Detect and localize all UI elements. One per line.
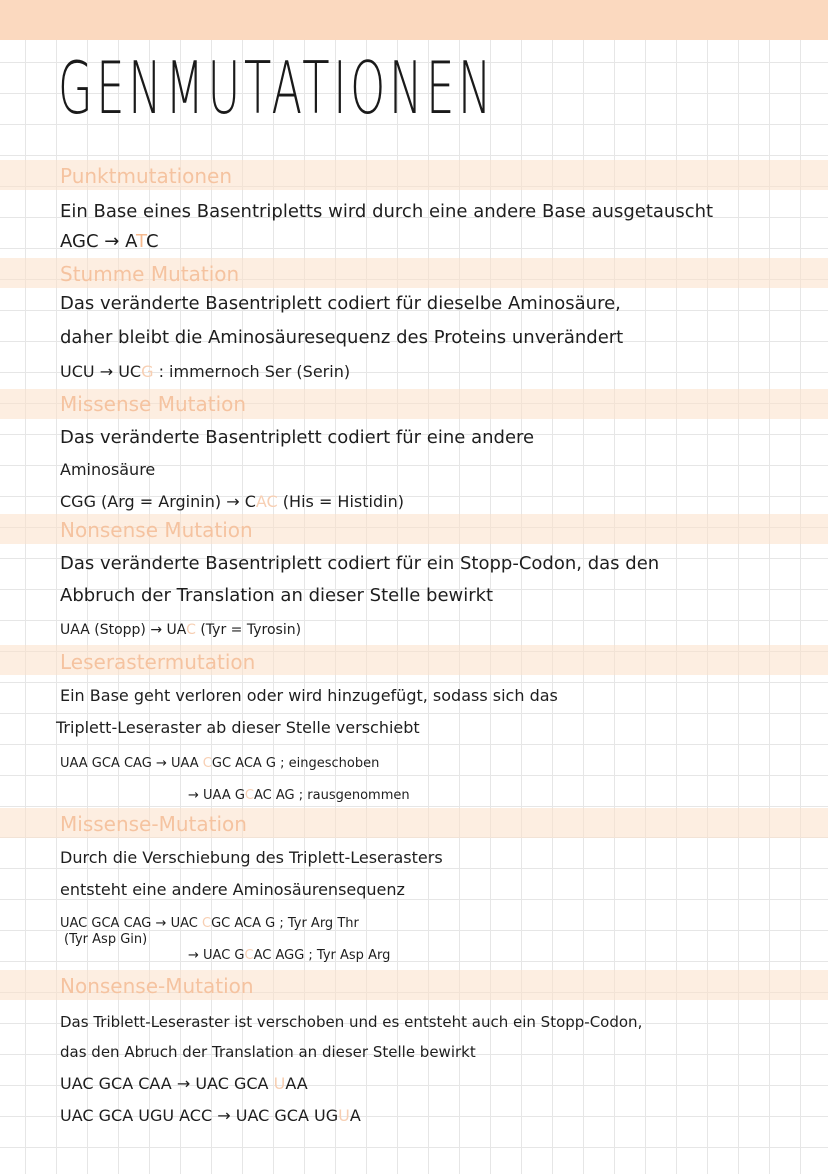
codon-part: UAC GCA UG <box>235 1106 339 1125</box>
leseraster-example1 <box>60 752 379 776</box>
arrow-icon: → <box>155 756 167 771</box>
arrow-icon: → <box>226 492 240 511</box>
codon-removed-base: C <box>244 948 254 963</box>
stumme-line1: Das veränderte Basentriplett codiert für dieselbe Aminosäure, <box>60 293 621 314</box>
codon-part: UA <box>166 622 187 638</box>
example-note: ; rausgenommen <box>298 788 410 803</box>
codon-part: UAA <box>170 756 199 771</box>
codon-part: UAC G <box>203 948 245 963</box>
codon-original: UAC GCA CAA <box>60 1074 172 1093</box>
heading-leserastermutation: Leserastermutation <box>60 650 256 674</box>
heading-punktmutationen: Punktmutationen <box>60 164 233 188</box>
codon-part: A <box>125 231 136 252</box>
codon-shifted-base: U <box>273 1074 286 1093</box>
example-note: (His = Histidin) <box>282 492 404 511</box>
arrow-icon: → <box>176 1074 191 1093</box>
missense-line1: Das veränderte Basentriplett codiert für eine andere <box>60 427 535 448</box>
codon-original: UAC GCA UGU ACC <box>60 1106 213 1125</box>
nonsense2-example2 <box>60 1104 361 1128</box>
top-band <box>0 0 828 40</box>
heading-missense-mutation: Missense Mutation <box>60 392 247 416</box>
codon-original: UAC GCA CAG <box>60 916 152 931</box>
codon-part: C <box>244 492 256 511</box>
codon-original: UCU <box>60 362 95 381</box>
codon-original: UAA GCA CAG <box>60 756 152 771</box>
codon-original: AGC <box>60 231 99 252</box>
codon-part: AC AGG <box>253 948 305 963</box>
missense-line2: Aminosäure <box>60 460 156 479</box>
example-note: ; eingeschoben <box>280 756 380 771</box>
amino-acid-sequence: ; Tyr Asp Arg <box>308 948 391 963</box>
codon-changed-base: C <box>186 622 196 638</box>
example-note: (Tyr = Tyrosin) <box>200 622 302 638</box>
codon-changed-base: T <box>136 231 146 252</box>
codon-part: AA <box>285 1074 308 1093</box>
missense-example <box>60 490 404 514</box>
nonsense-line2: Abbruch der Translation an dieser Stelle bewirkt <box>60 585 494 606</box>
page-title: GENMUTATIONEN <box>58 46 496 130</box>
missense2-original-sequence: (Tyr Asp Gin) <box>64 932 148 947</box>
arrow-icon: → <box>150 622 163 638</box>
missense2-line1: Durch die Verschiebung des Triplett-Leserasters <box>60 848 443 867</box>
stumme-line2: daher bleibt die Aminosäuresequenz des Proteins unverändert <box>60 327 624 348</box>
arrow-icon: → <box>99 362 114 381</box>
example-note: : immernoch Ser (Serin) <box>158 362 351 381</box>
arrow-icon: → <box>217 1106 231 1125</box>
leseraster-line1: Ein Base geht verloren oder wird hinzugefügt, sodass sich das <box>60 686 558 705</box>
nonsense2-line2: das den Abruch der Translation an dieser Stelle bewirkt <box>60 1043 476 1061</box>
codon-inserted-base: C <box>202 756 212 771</box>
codon-part: A <box>349 1106 361 1125</box>
codon-inserted-base: C <box>201 916 212 931</box>
heading-stumme-mutation: Stumme Mutation <box>60 262 240 286</box>
arrow-icon: → <box>188 788 199 803</box>
punkt-text: Ein Base eines Basentripletts wird durch eine andere Base ausgetauscht <box>60 201 714 222</box>
codon-removed-base: C <box>244 788 254 803</box>
amino-acid-sequence: ; Tyr Arg Thr <box>279 916 359 931</box>
arrow-icon: → <box>155 916 167 931</box>
codon-part: UAA G <box>203 788 245 803</box>
codon-original: UAA (Stopp) <box>60 622 146 638</box>
nonsense-example <box>60 618 301 642</box>
codon-changed-base: G <box>141 362 154 381</box>
codon-part: GC ACA G <box>211 916 276 931</box>
codon-original: CGG (Arg = Arginin) <box>60 492 222 511</box>
punkt-example <box>60 230 159 254</box>
codon-part: AC AG <box>254 788 295 803</box>
codon-part: UC <box>118 362 142 381</box>
codon-part: UAC <box>170 916 198 931</box>
codon-part: UAC GCA <box>195 1074 269 1093</box>
codon-part: C <box>145 231 159 252</box>
leseraster-example2 <box>188 784 410 808</box>
nonsense-line1: Das veränderte Basentriplett codiert für ein Stopp-Codon, das den <box>60 553 660 574</box>
heading-nonsense-mutation: Nonsense Mutation <box>60 518 253 542</box>
codon-changed-base: AC <box>255 492 278 511</box>
stumme-example <box>60 360 350 384</box>
heading-nonsense-mutation-2: Nonsense-Mutation <box>60 974 254 998</box>
codon-shifted-base: U <box>338 1106 350 1125</box>
leseraster-line2: Triplett-Leseraster ab dieser Stelle verschiebt <box>56 718 420 737</box>
heading-missense-mutation-2: Missense-Mutation <box>60 812 247 836</box>
codon-part: GC ACA G <box>211 756 276 771</box>
missense2-example2 <box>188 944 390 968</box>
nonsense2-example1 <box>60 1072 308 1096</box>
arrow-icon: → <box>188 948 199 963</box>
nonsense2-line1: Das Triblett-Leseraster ist verschoben und es entsteht auch ein Stopp-Codon, <box>60 1013 643 1031</box>
arrow-icon: → <box>104 231 120 252</box>
missense2-line2: entsteht eine andere Aminosäurensequenz <box>60 880 405 899</box>
